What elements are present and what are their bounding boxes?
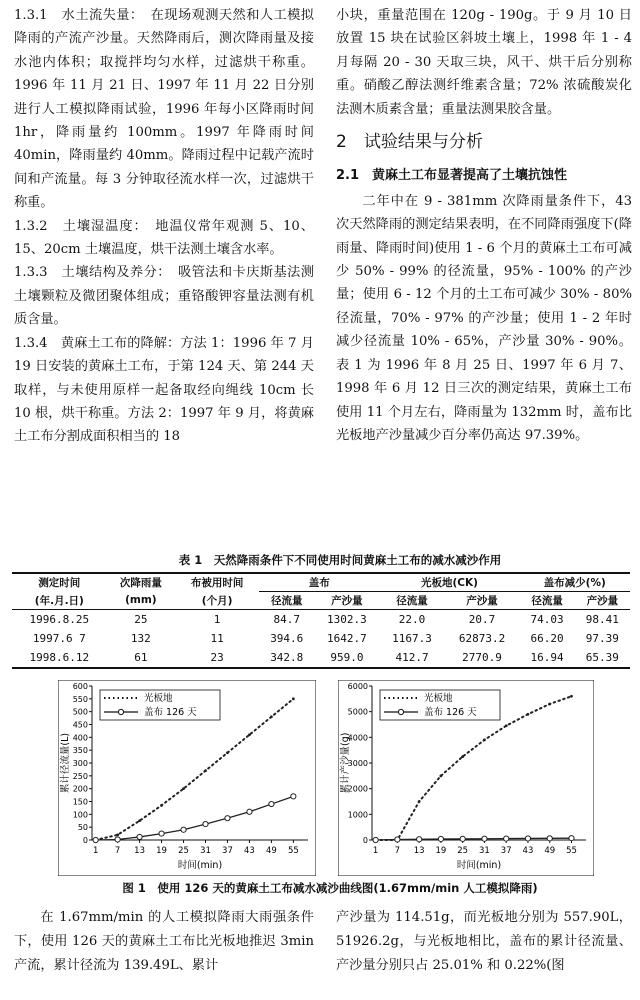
legend-marker-covered xyxy=(118,709,123,714)
table-cell: 74.03 xyxy=(530,613,564,626)
x-tick-label: 7 xyxy=(114,846,121,856)
y-tick-label: 600 xyxy=(72,682,88,691)
table-cell: 61 xyxy=(107,648,175,668)
y-tick-label: 350 xyxy=(72,746,88,756)
data-point-bare xyxy=(505,724,508,727)
table-cell: 11 xyxy=(210,632,224,645)
bottom-left-text xyxy=(14,906,314,978)
x-tick-label: 13 xyxy=(134,846,146,856)
data-point-covered xyxy=(482,836,487,841)
data-point-covered xyxy=(569,836,574,841)
para-bottom-right: 产沙量为 114.51g，而光板地分别为 557.90L，51926.2g，与光板地相比，盖布的累计径流量、产沙量分别只占 25.01% 和 0.22%(图 xyxy=(336,910,632,973)
table-cell: 25 xyxy=(134,613,148,626)
data-point-bare xyxy=(270,715,273,718)
y-axis-label: 累计径流量(L) xyxy=(60,732,71,794)
table-cell: 66.20 xyxy=(530,632,564,645)
y-tick-label: 250 xyxy=(72,771,88,781)
data-point-bare xyxy=(461,755,464,758)
data-point-covered xyxy=(547,836,552,841)
x-tick-label: 19 xyxy=(435,846,447,856)
para-degradation: 1.3.4 黄麻土工布的降解：方法 1：1996 年 7 月 19 日安装的黄麻土工布，于第 124 天、第 244 天取样，与未使用原样一起备取经向绳线 10cm 长 10 根，烘干称重。方法 2：1997 年 9 月，将黄麻土工布分割成面积相当的 18 xyxy=(14,335,314,445)
data-point-covered xyxy=(395,837,400,842)
subsection-title: 2.1 黄麻土工布显著提高了土壤抗蚀性 xyxy=(336,168,568,184)
x-tick-label: 25 xyxy=(178,846,189,856)
data-point-covered xyxy=(225,816,230,821)
y-tick-label: 400 xyxy=(72,733,88,743)
right-column xyxy=(336,4,632,447)
x-tick-label: 7 xyxy=(394,846,401,856)
data-point-covered xyxy=(115,837,120,842)
data-point-covered xyxy=(137,834,142,839)
x-tick-label: 55 xyxy=(287,846,299,856)
runoff-chart xyxy=(58,680,316,876)
table-row xyxy=(12,648,630,668)
table-cell: 22.0 xyxy=(398,613,426,626)
table-cell: 98.41 xyxy=(585,613,619,626)
x-tick-label: 31 xyxy=(200,846,211,856)
table-cell: 1642.7 xyxy=(327,632,367,645)
legend-label-covered: 盖布 126 天 xyxy=(144,707,197,718)
y-tick-label: 0 xyxy=(82,836,88,845)
data-point-covered xyxy=(438,836,443,841)
data-point-bare xyxy=(204,769,207,772)
table-header: 测定时间 xyxy=(12,573,107,592)
data-point-covered xyxy=(504,836,509,841)
data-point-bare xyxy=(160,804,163,807)
x-axis-label: 时间(min) xyxy=(456,860,502,871)
x-tick-label: 19 xyxy=(156,846,167,856)
table-subheader: 产沙量 xyxy=(314,592,379,610)
bottom-right-text xyxy=(336,906,632,978)
table-cell: 65.39 xyxy=(575,648,630,668)
x-tick-label: 1 xyxy=(372,846,379,856)
y-tick-label: 3000 xyxy=(347,759,368,768)
table-subheader: (年.月.日) xyxy=(12,592,107,610)
y-tick-label: 4000 xyxy=(347,733,368,743)
x-tick-label: 55 xyxy=(566,846,577,856)
data-point-covered xyxy=(525,836,530,841)
table-cell: 1998.6.12 xyxy=(12,648,107,668)
sediment-chart xyxy=(338,680,594,876)
y-tick-label: 2000 xyxy=(347,784,368,794)
data-point-bare xyxy=(570,695,573,698)
data-point-covered xyxy=(291,794,296,799)
table-subheader: 产沙量 xyxy=(445,592,520,610)
data-point-covered xyxy=(417,837,422,842)
data-table xyxy=(12,572,630,669)
data-point-covered xyxy=(93,837,98,842)
table-header: 布被用时间 xyxy=(175,573,259,592)
data-point-bare xyxy=(116,833,119,836)
y-tick-label: 6000 xyxy=(347,682,368,691)
table-header: 次降雨量 xyxy=(107,573,175,592)
data-point-bare xyxy=(440,774,443,777)
table-cell: 23 xyxy=(175,648,259,668)
y-axis-label: 累计产沙量(g) xyxy=(340,732,351,794)
table-header: 盖布 xyxy=(259,573,379,592)
data-point-covered xyxy=(159,831,164,836)
data-point-bare xyxy=(292,697,295,700)
data-point-covered xyxy=(203,821,208,826)
para-continued: 小块，重量范围在 120g - 190g。于 9 月 10 日放置 15 块在试验区斜坡土壤上，1998 年 1 - 4 月每隔 20 - 30 天取三块，风干、烘干后分别称重。硝酸乙醇法测纤维素含量；72% 浓硫酸炭化法测木质素含量；重量法测果胶含量。 xyxy=(336,8,632,117)
x-tick-label: 37 xyxy=(500,846,512,856)
x-axis-label: 时间(min) xyxy=(177,860,223,871)
table-cell: 342.8 xyxy=(259,648,314,668)
y-tick-label: 500 xyxy=(72,707,88,717)
data-point-covered xyxy=(181,827,186,832)
x-tick-label: 13 xyxy=(413,846,425,856)
table-header: 光板地(CK) xyxy=(379,573,519,592)
y-tick-label: 200 xyxy=(72,784,88,794)
para-runoff: 1.3.1 水土流失量： 在现场观测天然和人工模拟降雨的产流产沙量。天然降雨后，测次降雨量及接水池内体积；取搅拌均匀水样，过滤烘干称重。1996 年 11 月 21 日、1997 年 11 月 22 日分别进行人工模拟降雨试验，1996 年每小区降雨时间 1hr，降雨量约 100mm。1997 年降雨时间 40min，降雨量约 40mm。降雨过程中记载产流时间和产流量。每 3 分钟取径流水样一次，过滤烘干称重。 xyxy=(14,8,314,211)
table-cell: 97.39 xyxy=(585,632,619,645)
table-cell: 20.7 xyxy=(468,613,496,626)
section-title: 2 试验结果与分析 xyxy=(336,132,483,153)
y-tick-label: 150 xyxy=(72,797,88,807)
data-point-bare xyxy=(548,703,551,706)
data-point-bare xyxy=(527,713,530,716)
table-cell: 1167.3 xyxy=(392,632,432,645)
table-cell: 2770.9 xyxy=(445,648,520,668)
y-tick-label: 100 xyxy=(72,810,88,820)
table-cell: 412.7 xyxy=(379,648,444,668)
legend-label-bare: 光板地 xyxy=(424,693,453,704)
table-subheader: (mm) xyxy=(107,592,175,610)
table-row xyxy=(12,610,630,630)
figure-caption: 图 1 使用 126 天的黄麻土工布减水减沙曲线图(1.67mm/min 人工模拟降雨) xyxy=(122,881,538,895)
table-subheader: 径流量 xyxy=(379,592,444,610)
x-tick-label: 43 xyxy=(522,846,534,856)
table-cell: 84.7 xyxy=(273,613,300,626)
data-point-bare xyxy=(248,733,251,736)
y-tick-label: 550 xyxy=(72,694,88,704)
y-tick-label: 0 xyxy=(362,836,368,845)
table-cell: 62873.2 xyxy=(458,632,506,645)
data-point-bare xyxy=(418,800,421,803)
table-subheader: 产沙量 xyxy=(575,592,630,610)
table-row xyxy=(12,629,630,648)
table-cell: 1302.3 xyxy=(327,613,367,626)
y-tick-label: 450 xyxy=(72,720,88,730)
x-tick-label: 37 xyxy=(222,846,233,856)
data-point-covered xyxy=(247,809,252,814)
data-point-bare xyxy=(138,819,141,822)
x-tick-label: 1 xyxy=(92,846,99,856)
table-header: 盖布减少(%) xyxy=(519,573,630,592)
x-tick-label: 49 xyxy=(544,846,556,856)
data-point-covered xyxy=(269,801,274,806)
x-tick-label: 25 xyxy=(457,846,469,856)
x-tick-label: 31 xyxy=(479,846,490,856)
data-point-covered xyxy=(460,836,465,841)
table-subheader: (个月) xyxy=(175,592,259,610)
table-subheader: 径流量 xyxy=(519,592,574,610)
para-soil-structure: 1.3.3 土壤结构及养分： 吸管法和卡庆斯基法测土壤颗粒及微团聚体组成；重铬酸钾容量法测有机质含量。 xyxy=(14,265,314,328)
table-subheader: 径流量 xyxy=(259,592,314,610)
x-tick-label: 49 xyxy=(265,846,277,856)
table-caption: 表 1 天然降雨条件下不同使用时间黄麻土工布的减水减沙作用 xyxy=(178,553,502,567)
table-cell: 132 xyxy=(130,632,151,645)
para-soil-temp: 1.3.2 土壤湿温度： 地温仪常年观测 5、10、15、20cm 土壤温度，烘干法测土壤含水率。 xyxy=(14,218,314,258)
y-tick-label: 50 xyxy=(77,823,88,833)
table-cell: 16.94 xyxy=(519,648,574,668)
table-cell: 1 xyxy=(213,613,221,626)
y-tick-label: 5000 xyxy=(347,707,368,717)
data-point-bare xyxy=(483,739,486,742)
legend-label-bare: 光板地 xyxy=(144,693,173,704)
left-column xyxy=(14,4,314,449)
table-cell: 959.0 xyxy=(314,648,379,668)
table-cell: 394.6 xyxy=(270,632,304,645)
table-cell: 1997.6 7 xyxy=(32,632,86,645)
table-cell: 1996.8.25 xyxy=(29,613,90,626)
data-point-bare xyxy=(182,787,185,790)
para-bottom-left: 在 1.67mm/min 的人工模拟降雨大雨强条件下，使用 126 天的黄麻土工布比光板地推迟 3min 产流，累计径流为 139.49L、累计 xyxy=(14,910,314,973)
y-tick-label: 300 xyxy=(72,759,88,768)
para-results: 二年中在 9 - 381mm 次降雨量条件下，43 次天然降雨的测定结果表明，在不同降雨强度下(降雨量、降雨时间)使用 1 - 6 个月的黄麻土工布可减少 50% - 99% 的径流量，95% - 100% 的产沙量；使用 6 - 12 个月的土工布可减少 30% - 80% 径流量，70% - 97% 的产沙量；使用 1 - 2 年时减少径流量 10% - 65%，产沙量 30% - 90%。表 1 为 1996 年 8 月 25 日、1997 年 6 月 7、1998 年 6 月 12 日三次的测定结果，黄麻土工布使用 11 个月左右，降雨量为 132mm 时，盖布比光板地产沙量减少百分率仍高达 97.39%。 xyxy=(336,193,632,443)
legend-marker-covered xyxy=(398,709,403,714)
data-point-covered xyxy=(373,837,378,842)
data-point-bare xyxy=(226,751,229,754)
y-tick-label: 1000 xyxy=(347,810,368,820)
x-tick-label: 43 xyxy=(244,846,255,856)
legend-label-covered: 盖布 126 天 xyxy=(424,707,477,718)
